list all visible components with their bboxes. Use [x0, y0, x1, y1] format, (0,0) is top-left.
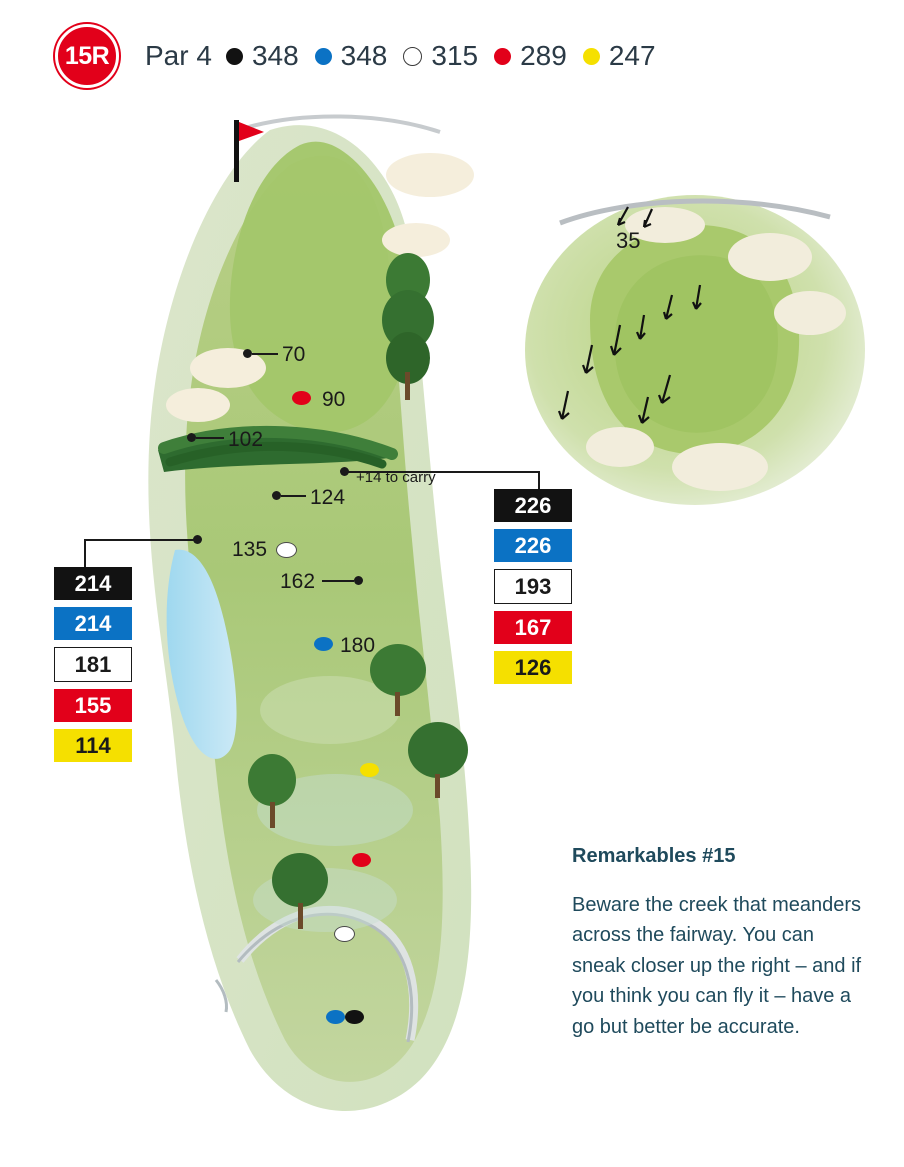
tee-marker-red	[352, 853, 371, 867]
par-label: Par 4	[145, 40, 212, 71]
distance-70: 70	[282, 343, 306, 366]
leader-162	[322, 580, 354, 582]
leader-102	[196, 437, 224, 439]
yardage-left-yellow: 114	[54, 729, 132, 762]
tee-black	[226, 40, 299, 72]
leader-left-horizontal	[84, 539, 197, 541]
yardage-left-black: 214	[54, 567, 132, 600]
marker-white-135	[276, 542, 297, 558]
hole-number-badge: 15R	[55, 24, 119, 88]
notes-title: Remarkables #15	[572, 845, 736, 867]
marker-blue-180	[314, 637, 333, 651]
hole-header	[55, 24, 672, 88]
marker-dot-124	[272, 491, 281, 500]
distance-162: 162	[280, 570, 316, 593]
yardage-right-red: 167	[494, 611, 572, 644]
tee-dot-white-icon	[403, 47, 422, 66]
yardage-left-blue: 214	[54, 607, 132, 640]
hole-illustration	[120, 110, 550, 1130]
tee-blue	[315, 40, 388, 72]
tee-yards-yellow: 247	[608, 40, 656, 71]
yardage-left-red: 155	[54, 689, 132, 722]
yardage-right-white: 193	[494, 569, 572, 604]
yardage-stack-left	[54, 567, 132, 769]
hole-notes	[572, 845, 872, 1042]
distance-102: 102	[228, 428, 264, 451]
tee-marker-yellow	[360, 763, 379, 777]
distance-90: 90	[322, 388, 346, 411]
tee-dot-black-icon	[226, 48, 243, 65]
distance-124: 124	[310, 486, 346, 509]
leader-right-vertical	[538, 471, 540, 489]
tee-yards-black: 348	[251, 40, 299, 71]
tee-dot-yellow-icon	[583, 48, 600, 65]
marker-red-90	[292, 391, 311, 405]
tee-marker-white	[334, 926, 355, 942]
tee-white	[403, 40, 478, 72]
yardage-right-black: 226	[494, 489, 572, 522]
marker-dot-70	[243, 349, 252, 358]
leader-124	[281, 495, 306, 497]
tee-dot-blue-icon	[315, 48, 332, 65]
distance-135: 135	[232, 538, 268, 561]
carry-label: +14 to carry	[356, 469, 436, 486]
tee-yards-blue: 348	[340, 40, 388, 71]
tee-marker-blue	[326, 1010, 345, 1024]
distance-180: 180	[340, 634, 376, 657]
tee-yards-white: 315	[431, 40, 479, 71]
marker-dot-162	[354, 576, 363, 585]
yardage-left-white: 181	[54, 647, 132, 682]
notes-body: Beware the creek that meanders across the fairway. You can sneak closer up the right – and if you think you can fly it – have a go but better be accurate.	[572, 894, 862, 1038]
tee-dot-red-icon	[494, 48, 511, 65]
yardage-right-blue: 226	[494, 529, 572, 562]
leader-70	[252, 353, 278, 355]
yardage-stack-right	[494, 489, 572, 691]
green-detail-illustration	[520, 185, 870, 515]
leader-left-vertical	[84, 539, 86, 567]
tee-red	[494, 40, 567, 72]
marker-dot-102	[187, 433, 196, 442]
tee-yards-red: 289	[520, 40, 567, 71]
yardage-right-yellow: 126	[494, 651, 572, 684]
green-depth-label: 35	[616, 228, 641, 253]
tee-marker-black	[345, 1010, 364, 1024]
tee-yellow	[583, 40, 656, 72]
